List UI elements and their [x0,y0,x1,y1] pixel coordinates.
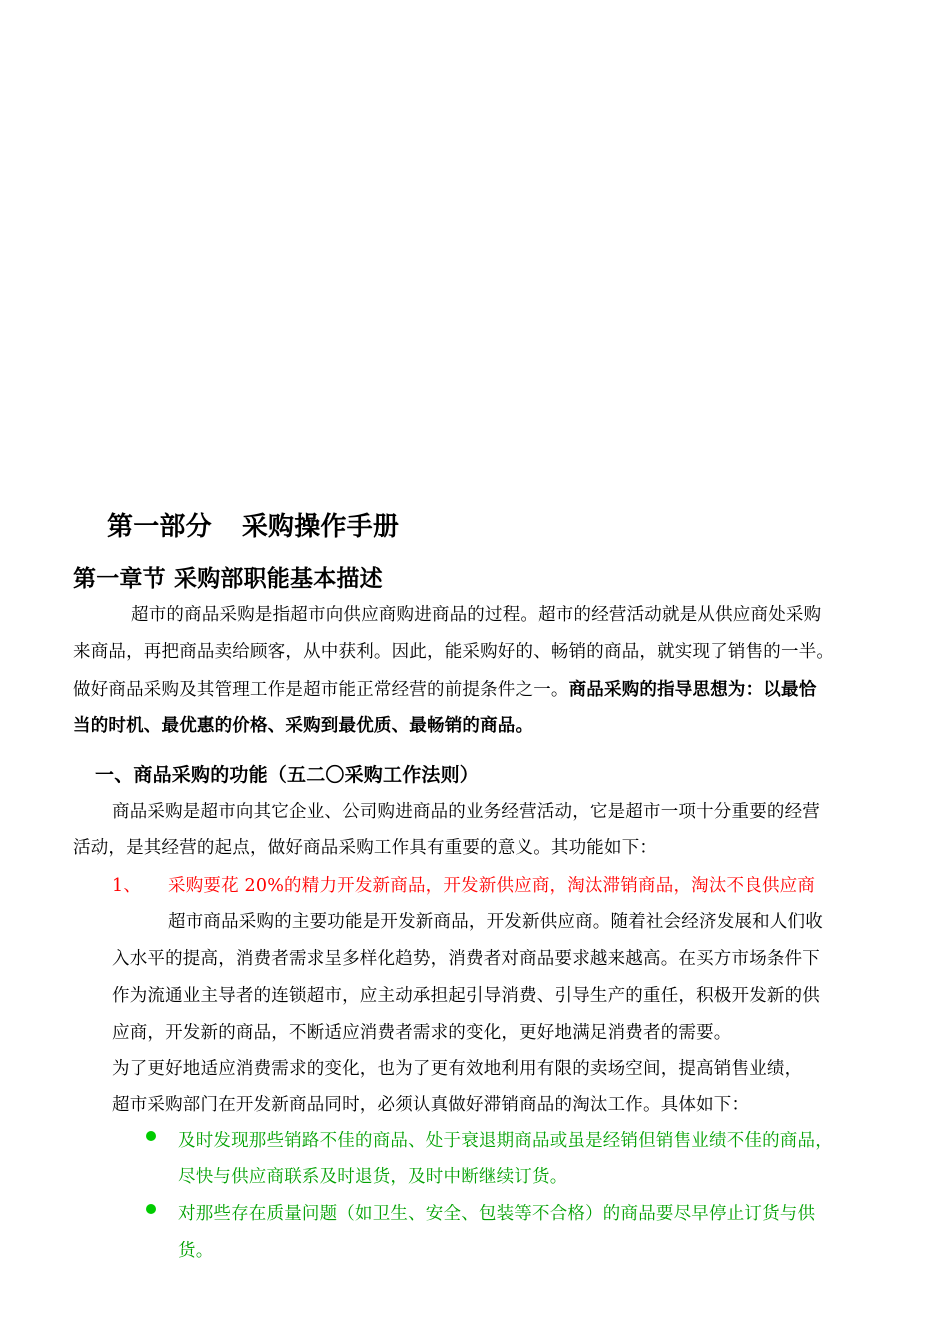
bullet-2-line-1: 对那些存在质量问题（如卫生、安全、包装等不合格）的商品要尽早停止订货与供 [178,1204,816,1224]
item-1-paragraph-line-3: 作为流通业主导者的连锁超市，应主动承担起引导消费、引导生产的重任，积极开发新的供 [112,986,820,1006]
bullet-1-line-1: 及时发现那些销路不佳的商品、处于衰退期商品或虽是经销但销售业绩不佳的商品， [178,1131,833,1151]
chapter-title: 第一章节 采购部职能基本描述 [73,566,383,592]
intro-line-1: 超市的商品采购是指超市向供应商购进商品的过程。超市的经营活动就是从供应商处采购 [131,605,822,625]
item-1-heading: 采购要花 20%的精力开发新商品，开发新供应商，淘汰滞销商品，淘汰不良供应商 [168,876,816,896]
bullet-2-line-2: 货。 [178,1241,214,1261]
intro-line-3-normal: 做好商品采购及其管理工作是超市能正常经营的前提条件之一。 [73,680,569,700]
item-1-paragraph-line-2: 入水平的提高，消费者需求呈多样化趋势，消费者对商品要求越来越高。在买方市场条件下 [112,949,820,969]
bullet-dot-icon [146,1131,156,1141]
part-label: 第一部分 [107,512,212,542]
section-body-line-1: 商品采购是超市向其它企业、公司购进商品的业务经营活动，它是超市一项十分重要的经营 [112,802,820,822]
intro-line-2: 来商品，再把商品卖给顾客，从中获利。因此，能采购好的、畅销的商品，就实现了销售的一半。 [73,642,835,662]
part-title [107,506,399,543]
item-1-paragraph-line-4: 应商，开发新的商品，不断适应消费者需求的变化，更好地满足消费者的需要。 [112,1023,732,1043]
item-1-paragraph-line-5: 为了更好地适应消费需求的变化，也为了更有效地利用有限的卖场空间，提高销售业绩， [112,1059,803,1079]
item-1-paragraph-line-1: 超市商品采购的主要功能是开发新商品，开发新供应商。随着社会经济发展和人们收 [168,912,823,932]
section-title: 一、商品采购的功能（五二〇采购工作法则） [95,764,480,786]
section-body-line-2: 活动，是其经营的起点，做好商品采购工作具有重要的意义。其功能如下： [73,838,658,858]
bullet-1-line-2: 尽快与供应商联系及时退货，及时中断继续订货。 [178,1167,568,1187]
intro-line-3 [73,676,816,701]
guiding-principle-start: 商品采购的指导思想为：以最恰 [568,680,817,700]
item-1-number: 1、 [112,876,142,896]
item-1-paragraph-line-6: 超市采购部门在开发新商品同时，必须认真做好滞销商品的淘汰工作。具体如下： [112,1095,750,1115]
bullet-dot-icon [146,1204,156,1214]
part-title-text: 采购操作手册 [241,512,400,542]
guiding-principle-end: 当的时机、最优惠的价格、采购到最优质、最畅销的商品。 [73,716,534,736]
